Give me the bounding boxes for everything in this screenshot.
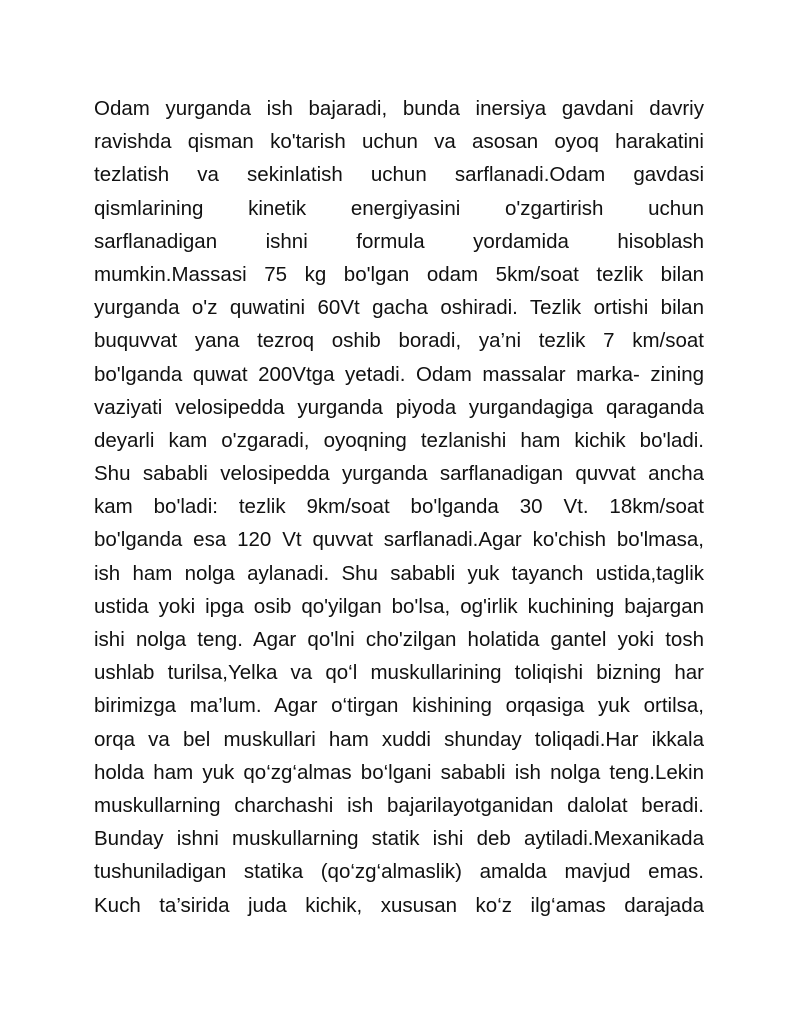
text-line: Odam yurganda ish bajaradi, bunda inersiya gavdani davriy	[94, 97, 704, 120]
body-paragraph	[94, 92, 704, 922]
text-line: ishi nolga teng. Agar qo'lni cho'zilgan holatida gantel yoki tosh	[94, 628, 704, 651]
text-line: Kuch ta’sirida juda kichik, xususan ko‘z ilg‘amas darajada	[94, 893, 704, 917]
text-line: tushuniladigan statika (qo‘zg‘almaslik) amalda mavjud emas.	[94, 860, 704, 884]
text-line: muskullarning charchashi ish bajarilayotganidan dalolat beradi.	[94, 793, 704, 817]
text-line: bo'lganda esa 120 Vt quvvat sarflanadi.Agar ko'chish bo'lmasa,	[94, 528, 704, 552]
text-line: Bunday ishni muskullarning statik ishi deb aytiladi.Mexanikada	[94, 827, 704, 851]
text-line: holda ham yuk qo‘zg‘almas bo‘lgani sababli ish nolga teng.Lekin	[94, 760, 704, 784]
text-line: ushlab turilsa,Yelka va qo‘l muskullarining toliqishi bizning har	[94, 661, 704, 685]
text-line: qismlarining kinetik energiyasini o'zgartirish uchun	[94, 196, 704, 220]
text-line: kam bo'ladi: tezlik 9km/soat bo'lganda 30 Vt. 18km/soat	[94, 495, 704, 519]
text-line: tezlatish va sekinlatish uchun sarflanadi.Odam gavdasi	[94, 163, 704, 187]
text-line: ish ham nolga aylanadi. Shu sababli yuk tayanch ustida,taglik	[94, 561, 704, 585]
text-line: Shu sababli velosipedda yurganda sarflanadigan quvvat ancha	[94, 462, 704, 486]
text-line: sarflanadigan ishni formula yordamida hisoblash	[94, 229, 704, 253]
text-line: ustida yoki ipga osib qo'yilgan bo'lsa, og'irlik kuchining bajargan	[94, 594, 704, 618]
text-line: ravishda qisman ko'tarish uchun va asosan oyoq harakatini	[94, 130, 704, 154]
text-line: vaziyati velosipedda yurganda piyoda yurgandagiga qaraganda	[94, 395, 704, 419]
text-line: birimizga ma’lum. Agar o‘tirgan kishining orqasiga yuk ortilsa,	[94, 694, 704, 718]
text-line: bo'lganda quwat 200Vtga yetadi. Odam massalar marka- zining	[94, 362, 704, 386]
text-line: buquvvat yana tezroq oshib boradi, ya’ni tezlik 7 km/soat	[94, 329, 704, 353]
text-line: orqa va bel muskullari ham xuddi shunday toliqadi.Har ikkala	[94, 727, 704, 751]
text-line: deyarli kam o'zgaradi, oyoqning tezlanishi ham kichik bo'ladi.	[94, 428, 704, 452]
text-line: mumkin.Massasi 75 kg bo'lgan odam 5km/soat tezlik bilan	[94, 262, 704, 286]
text-line: yurganda o'z quwatini 60Vt gacha oshiradi. Tezlik ortishi bilan	[94, 296, 704, 320]
